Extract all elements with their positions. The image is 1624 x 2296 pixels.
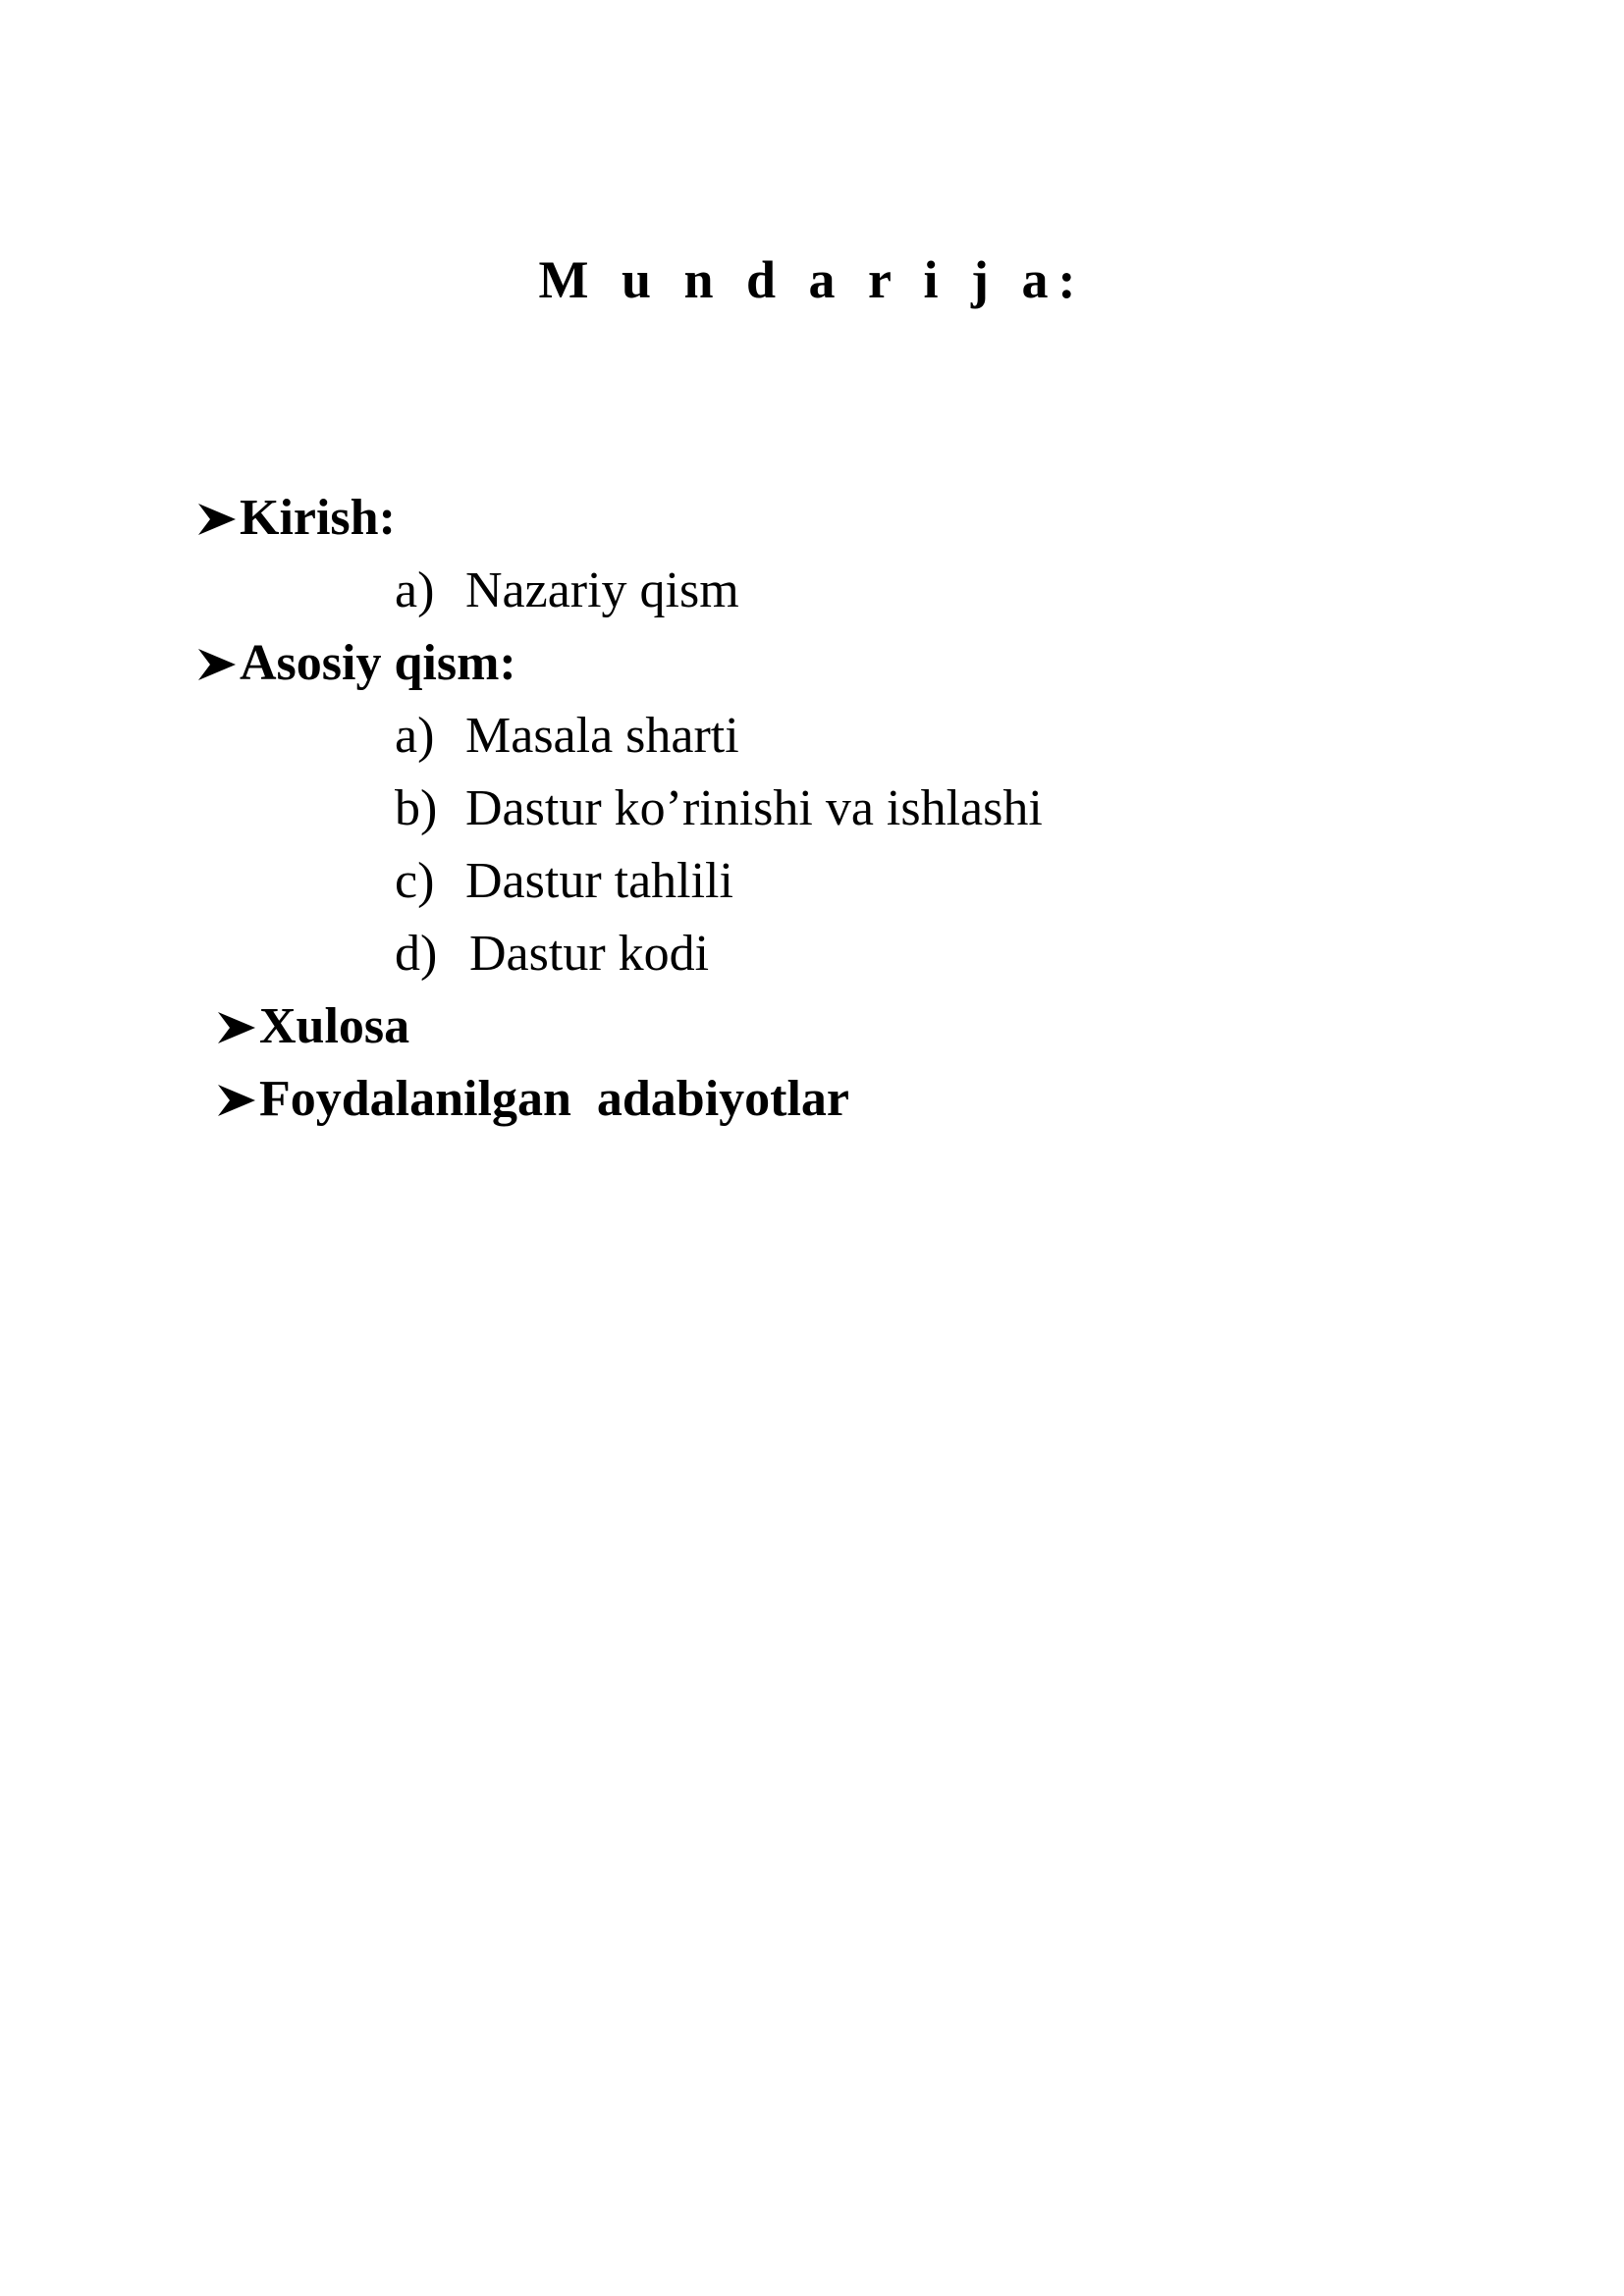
arrow-bullet-icon: [198, 632, 240, 695]
toc-item-marker: a): [395, 708, 435, 764]
toc-section-label: Foydalanilgan adabiyotlar: [259, 1071, 849, 1127]
toc-item-text: Dastur kodi: [469, 926, 710, 982]
toc-section-foydalanilgan-adabiyotlar: [167, 1005, 849, 1194]
toc-section-label: Asosiy qism:: [240, 635, 516, 691]
toc-section-label: Kirish:: [240, 490, 396, 546]
toc-item-marker: a): [395, 562, 435, 618]
toc-item-text: Dastur tahlili: [465, 853, 733, 909]
arrow-bullet-icon: [198, 487, 240, 550]
toc-item-marker: c): [395, 853, 435, 909]
toc-item-text: Masala sharti: [465, 708, 739, 764]
toc-item-text: Nazariy qism: [465, 562, 739, 618]
arrow-bullet-icon: [218, 1068, 259, 1131]
toc-item-marker: d): [395, 926, 438, 982]
toc-section-label: Xulosa: [259, 998, 410, 1054]
toc-item-marker: b): [395, 780, 438, 836]
page-title: M u n d a r i j a:: [538, 250, 1086, 309]
toc-item-text: Dastur ko’rinishi va ishlashi: [465, 780, 1043, 836]
